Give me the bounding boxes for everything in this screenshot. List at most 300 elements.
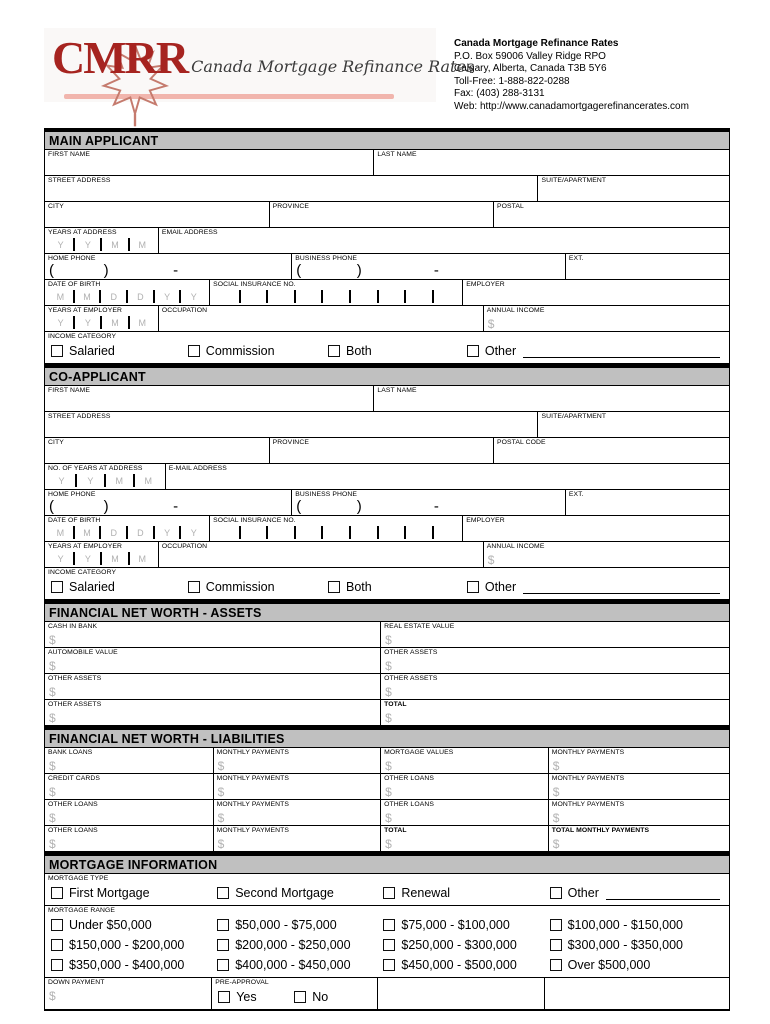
dollar-sign-placeholder: $ [49,837,56,851]
segment[interactable]: Y [164,292,171,302]
segment[interactable] [241,289,267,305]
option-label: Salaried [69,580,115,594]
co-years-at-address-input[interactable] [45,473,165,489]
segment[interactable]: Y [84,318,91,328]
segment[interactable] [434,289,460,305]
real-estate-value-cell [380,622,729,647]
checkbox-icon[interactable] [188,581,200,593]
option-no[interactable] [288,987,377,1007]
down-payment-input[interactable] [45,1003,211,1009]
bank-loans-monthly-payments-label: MONTHLY PAYMENTS [216,749,290,756]
segment[interactable] [213,289,239,305]
form-row [45,331,729,363]
option-second-mortgage[interactable] [211,883,377,903]
form-row [45,622,729,647]
dollar-sign-placeholder: $ [49,711,56,725]
option-over-500-000[interactable] [544,955,729,975]
other-loans-1-monthly-payments-label: MONTHLY PAYMENTS [551,775,625,782]
option-100-000-150-000[interactable] [544,915,729,935]
assets-total-cell [380,700,729,725]
occupation-input[interactable] [159,315,483,331]
automobile-value-label: AUTOMOBILE VALUE [48,649,118,656]
segment[interactable] [351,289,377,305]
option-450-000-500-000[interactable] [377,955,543,975]
annual-income-cell [483,306,729,331]
dollar-sign-placeholder: $ [552,759,560,773]
dollar-sign-placeholder: $ [49,989,56,1003]
check-row [45,935,729,955]
form-row [45,874,729,905]
mortgage-type-options [45,883,729,905]
checkbox-icon[interactable] [51,919,63,931]
option-350-000-400-000[interactable] [45,955,211,975]
checkbox-icon[interactable] [51,581,63,593]
co-city-label: CITY [48,439,64,446]
option-label: $100,000 - $150,000 [567,918,683,932]
checkbox-icon[interactable] [383,919,395,931]
option-label: Yes [236,990,257,1004]
city-input[interactable] [45,211,269,227]
option-label: $350,000 - $400,000 [69,958,185,972]
other-assets-4-label: OTHER ASSETS [48,701,102,708]
dash-glyph: - [173,262,179,279]
segment[interactable] [379,525,405,541]
co-province-input[interactable] [270,447,493,463]
other-loans-3-cell [380,800,548,825]
section-mortgage-information [44,852,730,1011]
segment[interactable]: Y [84,240,91,250]
dollar-sign-placeholder: $ [49,785,56,799]
dollar-sign-placeholder: $ [385,759,392,773]
other-loans-1-monthly-payments-cell [548,774,729,799]
dollar-sign-placeholder: $ [552,811,560,825]
co-home-phone-label: HOME PHONE [48,491,96,498]
postal-label: POSTAL [497,203,524,210]
dollar-sign-placeholder: $ [385,811,392,825]
segment[interactable]: D [110,528,117,538]
option-commission[interactable] [182,341,322,361]
form-row [45,279,729,305]
checkbox-icon[interactable] [550,887,562,899]
checkbox-icon[interactable] [550,959,562,971]
segment[interactable]: D [110,292,117,302]
company-name: Canada Mortgage Refinance Rates [454,38,619,49]
option-label: $150,000 - $200,000 [69,938,185,952]
last-name-input[interactable] [374,159,729,175]
option-250-000-300-000[interactable] [377,935,543,955]
business-phone-input[interactable] [292,262,565,279]
section-title-mortgage-information: MORTGAGE INFORMATION [49,857,218,872]
section-liabilities [44,726,730,852]
dash-glyph: - [433,498,439,515]
income-category-options [45,341,729,363]
check-row [45,955,729,975]
segment[interactable] [323,525,349,541]
other-assets-2-cell [45,674,380,699]
blank-cell [545,978,729,1009]
co-province-label: PROVINCE [272,439,309,446]
date-of-birth-input[interactable] [45,289,209,305]
other-loans-4-monthly-payments-cell [213,826,381,851]
checkbox-icon[interactable] [217,959,229,971]
other-write-line[interactable] [606,886,720,900]
segment[interactable]: M [138,240,147,250]
segment[interactable]: M [83,292,91,302]
co-business-phone-input[interactable] [292,498,565,515]
option-label: Both [346,344,372,358]
segment[interactable]: Y [58,476,65,486]
date-of-birth-cell [45,280,209,305]
option-salaried[interactable] [45,577,182,597]
co-occupation-cell [158,542,483,567]
co-street-address-input[interactable] [45,421,537,437]
co-income-category-cell [45,568,729,599]
option-75-000-100-000[interactable] [377,915,543,935]
co-suite-apartment-label: SUITE/APARTMENT [541,413,607,420]
suite-apartment-input[interactable] [538,185,729,201]
dash-glyph: - [433,262,439,279]
co-date-of-birth-cell [45,516,209,541]
segment[interactable]: M [56,528,65,538]
social-insurance-no-input[interactable] [210,289,462,305]
checkbox-icon[interactable] [51,345,63,357]
option-yes[interactable] [212,987,288,1007]
section-header-mortgage-information [45,856,729,874]
real-estate-value-label: REAL ESTATE VALUE [384,623,455,630]
checkbox-icon[interactable] [218,991,230,1003]
segment[interactable] [268,525,294,541]
other-write-line[interactable] [523,344,720,358]
option-label: $400,000 - $450,000 [235,958,351,972]
option-both[interactable] [322,577,461,597]
logo-acronym: CMRR [52,32,188,83]
co-email-address-input[interactable] [166,473,729,489]
dollar-sign-placeholder: $ [217,811,225,825]
email-address-cell [158,228,729,253]
co-occupation-input[interactable] [159,551,483,567]
option-label: Other [567,886,599,900]
form-row [45,825,729,851]
blank-1-cell [377,978,543,1009]
credit-cards-monthly-payments-cell [213,774,381,799]
total-monthly-payments-label: TOTAL MONTHLY PAYMENTS [551,827,650,834]
co-employer-input[interactable] [463,525,729,541]
segment[interactable]: Y [57,554,64,564]
bank-loans-cell [45,748,213,773]
employer-cell [462,280,729,305]
street-address-input[interactable] [45,185,537,201]
co-years-at-employer-input[interactable] [45,551,158,567]
form-row [45,905,729,977]
ext-input[interactable] [566,263,729,279]
suite-apartment-label: SUITE/APARTMENT [541,177,607,184]
segment[interactable] [379,289,405,305]
letterhead [44,28,730,124]
checkbox-icon[interactable] [328,345,340,357]
employer-label: EMPLOYER [466,281,505,288]
other-loans-2-label: OTHER LOANS [48,801,98,808]
occupation-label: OCCUPATION [161,307,208,314]
option-other[interactable] [461,577,729,597]
co-occupation-label: OCCUPATION [161,543,208,550]
mortgage-values-label: MORTGAGE VALUES [384,749,454,756]
segment[interactable] [268,289,294,305]
date-of-birth-label: DATE OF BIRTH [48,281,101,288]
option-under-50-000[interactable] [45,915,211,935]
form-row [45,515,729,541]
section-header-main-applicant [45,132,729,150]
other-loans-1-cell [380,774,548,799]
checkbox-icon[interactable] [217,919,229,931]
segment[interactable]: M [111,240,119,250]
close-paren-glyph: ) [103,498,109,515]
dash-glyph: - [173,498,179,515]
check-row [212,987,377,1007]
section-assets [44,600,730,726]
segment[interactable] [434,525,460,541]
street-address-cell [45,176,537,201]
close-paren-glyph: ) [356,498,362,515]
pre-approval-options [212,987,377,1009]
form-row [45,175,729,201]
checkbox-icon[interactable] [383,887,395,899]
segment[interactable]: Y [190,292,197,302]
co-ext-input[interactable] [566,499,729,515]
co-first-name-label: FIRST NAME [48,387,91,394]
business-phone-label: BUSINESS PHONE [295,255,358,262]
email-address-input[interactable] [159,237,729,253]
dollar-sign-placeholder: $ [487,317,495,331]
option-label: $250,000 - $300,000 [401,938,517,952]
segment[interactable]: M [111,318,119,328]
option-other[interactable] [544,883,729,903]
segment[interactable] [351,525,377,541]
checkbox-icon[interactable] [550,919,562,931]
dollar-sign-placeholder: $ [552,837,560,851]
dollar-sign-placeholder: $ [49,659,56,673]
other-assets-1-cell [380,648,729,673]
other-loans-2-monthly-payments-label: MONTHLY PAYMENTS [216,801,290,808]
suite-apartment-cell [537,176,729,201]
dollar-sign-placeholder: $ [385,711,392,725]
segment[interactable] [296,525,322,541]
co-province-cell [269,438,493,463]
co-social-insurance-no-label: SOCIAL INSURANCE NO. [213,517,296,524]
option-label: $450,000 - $500,000 [401,958,517,972]
form-row [45,386,729,411]
section-title-co-applicant: CO-APPLICANT [49,369,146,384]
occupation-cell [158,306,483,331]
checkbox-icon[interactable] [51,939,63,951]
segment[interactable]: M [138,554,147,564]
open-paren-glyph: ( [296,262,302,279]
home-phone-input[interactable] [45,262,291,279]
segment[interactable]: M [115,476,124,486]
option-label: Under $50,000 [69,918,152,932]
option-label: No [312,990,329,1004]
co-first-name-input[interactable] [45,395,373,411]
option-label: $200,000 - $250,000 [235,938,351,952]
option-label: $75,000 - $100,000 [401,918,510,932]
checkbox-icon[interactable] [550,939,562,951]
option-label: Both [346,580,372,594]
form-row [45,489,729,515]
co-email-address-cell [165,464,729,489]
dollar-sign-placeholder: $ [49,811,56,825]
segment[interactable]: Y [190,528,197,538]
years-at-address-cell [45,228,158,253]
first-name-cell [45,150,373,175]
form-row [45,748,729,773]
segment[interactable] [213,525,239,541]
first-name-input[interactable] [45,159,373,175]
other-assets-1-label: OTHER ASSETS [384,649,438,656]
co-street-address-cell [45,412,537,437]
co-home-phone-input[interactable] [45,498,291,515]
segment[interactable]: M [144,476,152,486]
other-loans-3-monthly-payments-label: MONTHLY PAYMENTS [551,801,625,808]
checkbox-icon[interactable] [328,581,340,593]
mortgage-type-label: MORTGAGE TYPE [48,875,109,882]
other-assets-4-cell [45,700,380,725]
other-assets-3-label: OTHER ASSETS [384,675,438,682]
section-header-assets [45,604,729,622]
checkbox-icon[interactable] [217,939,229,951]
segment[interactable]: Y [164,528,171,538]
co-last-name-cell [373,386,729,411]
checkbox-icon[interactable] [217,887,229,899]
checkbox-icon[interactable] [294,991,306,1003]
segment[interactable]: Y [87,476,94,486]
option-commission[interactable] [182,577,322,597]
option-400-000-450-000[interactable] [211,955,377,975]
checkbox-icon[interactable] [51,959,63,971]
other-write-line[interactable] [523,580,720,594]
segment[interactable]: D [137,292,144,302]
company-po-box: P.O. Box 59006 Valley Ridge RPO [454,50,606,62]
co-last-name-input[interactable] [374,395,729,411]
province-input[interactable] [270,211,493,227]
form-row [45,567,729,599]
co-business-phone-cell [291,490,565,515]
segment[interactable]: Y [57,240,64,250]
segment[interactable]: Y [57,318,64,328]
dollar-sign-placeholder: $ [217,759,225,773]
co-suite-apartment-input[interactable] [538,421,729,437]
segment[interactable] [406,525,432,541]
co-date-of-birth-input[interactable] [45,525,209,541]
form-row [45,799,729,825]
option-200-000-250-000[interactable] [211,935,377,955]
segment[interactable]: D [137,528,144,538]
section-co-applicant [44,364,730,600]
checkbox-icon[interactable] [383,959,395,971]
co-postal-code-input[interactable] [494,447,729,463]
social-insurance-no-label: SOCIAL INSURANCE NO. [213,281,296,288]
co-last-name-label: LAST NAME [377,387,417,394]
co-postal-code-cell [493,438,729,463]
checkbox-icon[interactable] [467,581,479,593]
years-at-employer-input[interactable] [45,315,158,331]
dollar-sign-placeholder: $ [385,633,392,647]
last-name-cell [373,150,729,175]
section-header-liabilities [45,730,729,748]
social-insurance-no-cell [209,280,462,305]
company-city-line: Calgary, Alberta, Canada T3B 5Y6 [454,63,607,75]
segment[interactable]: M [111,554,119,564]
form-row [45,463,729,489]
other-loans-2-monthly-payments-cell [213,800,381,825]
checkbox-icon[interactable] [467,345,479,357]
company-web: Web: http://www.canadamortgagerefinancerates.com [454,100,689,112]
form-row [45,647,729,673]
employer-input[interactable] [463,289,729,305]
income-category-cell [45,332,729,363]
segment[interactable]: M [83,528,91,538]
option-150-000-200-000[interactable] [45,935,211,955]
co-first-name-cell [45,386,373,411]
dollar-sign-placeholder: $ [385,685,392,699]
form-row [45,253,729,279]
mortgage-range-options [45,915,729,977]
form-row [45,305,729,331]
checkbox-icon[interactable] [383,939,395,951]
co-years-at-employer-label: YEARS AT EMPLOYER [48,543,122,550]
other-loans-1-label: OTHER LOANS [384,775,434,782]
checkbox-icon[interactable] [51,887,63,899]
co-social-insurance-no-cell [209,516,462,541]
form-row [45,699,729,725]
credit-cards-cell [45,774,213,799]
dollar-sign-placeholder: $ [49,685,56,699]
segment[interactable] [296,289,322,305]
mortgage-range-label: MORTGAGE RANGE [48,907,115,914]
checkbox-icon[interactable] [188,345,200,357]
section-title-assets: FINANCIAL NET WORTH - ASSETS [49,605,262,620]
option-first-mortgage[interactable] [45,883,211,903]
co-social-insurance-no-input[interactable] [210,525,462,541]
segment[interactable] [323,289,349,305]
option-label: Other [484,344,517,358]
close-paren-glyph: ) [356,262,362,279]
dollar-sign-placeholder: $ [217,785,225,799]
years-at-address-input[interactable] [45,237,158,253]
option-both[interactable] [322,341,461,361]
co-city-input[interactable] [45,447,269,463]
other-loans-2-cell [45,800,213,825]
open-paren-glyph: ( [49,262,54,279]
last-name-label: LAST NAME [377,151,417,158]
segment[interactable]: M [138,318,147,328]
mortgage-type-cell [45,874,729,905]
check-row [45,341,729,361]
credit-cards-label: CREDIT CARDS [48,775,101,782]
option-other[interactable] [461,341,729,361]
option-renewal[interactable] [377,883,543,903]
option-50-000-75-000[interactable] [211,915,377,935]
option-salaried[interactable] [45,341,182,361]
option-300-000-350-000[interactable] [544,935,729,955]
segment[interactable]: M [56,292,65,302]
close-paren-glyph: ) [103,262,109,279]
open-paren-glyph: ( [296,498,302,515]
segment[interactable] [241,525,267,541]
segment[interactable]: Y [84,554,91,564]
option-label: $50,000 - $75,000 [235,918,337,932]
form-row [45,673,729,699]
segment[interactable] [406,289,432,305]
postal-input[interactable] [494,211,729,227]
